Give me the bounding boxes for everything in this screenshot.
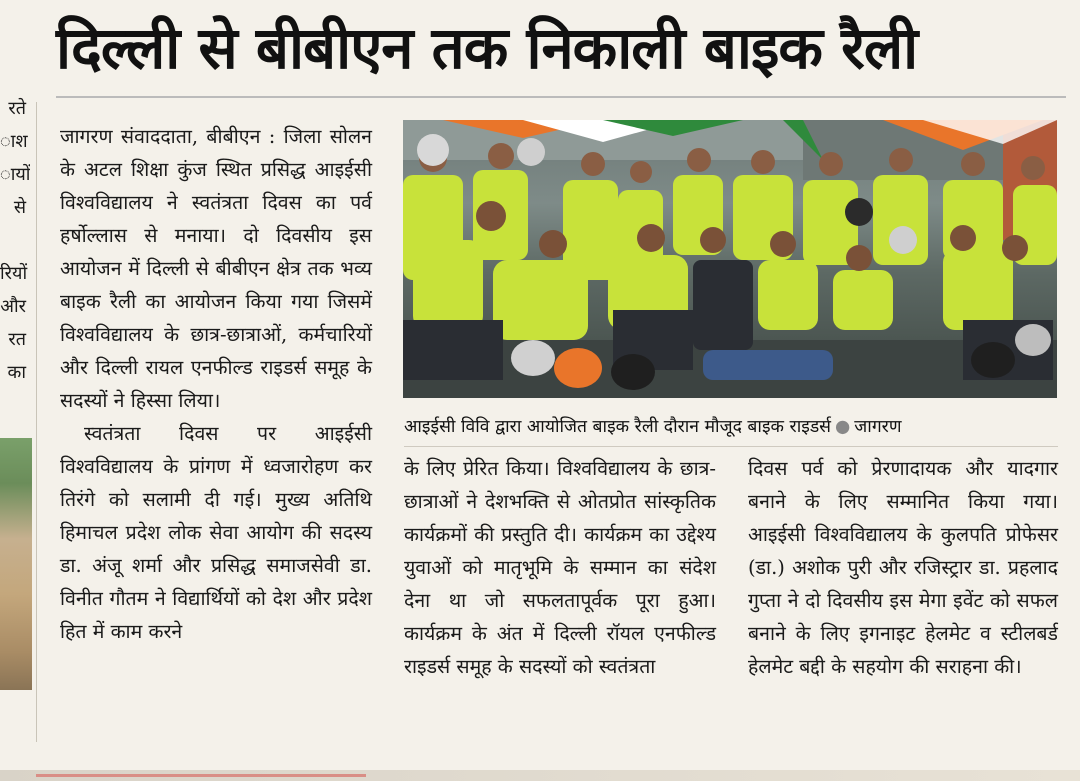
article-column-1: [60, 120, 372, 648]
paragraph: के लिए प्रेरित किया। विश्वविद्यालय के छात्र-छात्राओं ने देशभक्ति से ओतप्रोत सांस्कृतिक कार्यक्रमों की प्रस्तुति दी। कार्यक्रम का उद्देश्य युवाओं को मातृभूमि के सम्मान का संदेश देना था जो सफलतापूर्वक पूरा हुआ। कार्यक्रम के अंत में दिल्ली रॉयल एनफील्ड राइडर्स समूह के सदस्यों को स्वतंत्रता: [404, 457, 716, 678]
adjacent-article-fragment: [0, 92, 30, 389]
paragraph: जागरण संवाददाता, बीबीएन : जिला सोलन के अटल शिक्षा कुंज स्थित प्रसिद्ध आइईसी विश्वविद्यालय ने स्वतंत्रता दिवस का पर्व हर्षोल्लास से मनाया। दो दिवसीय इस आयोजन में दिल्ली से बीबीएन क्षेत्र तक भव्य बाइक रैली का आयोजन किया गया जिसमें विश्वविद्यालय के छात्र-छात्राओं, कर्मचारियों और दिल्ली रायल एनफील्ड राइडर्स समूह के सदस्यों ने हिस्सा लिया।: [60, 125, 372, 412]
article-column-2: [404, 452, 716, 683]
fragment-line: रते: [8, 98, 26, 119]
caption-text: आइईसी विवि द्वारा आयोजित बाइक रैली दौरान मौजूद बाइक राइडर्स: [404, 417, 832, 437]
fragment-line: ायों: [0, 164, 30, 185]
fragment-line: और: [0, 296, 26, 317]
paragraph: स्वतंत्रता दिवस पर आइईसी विश्वविद्यालय के प्रांगण में ध्वजारोहण कर तिरंगे को सलामी दी गई। मुख्य अतिथि हिमाचल प्रदेश लोक सेवा आयोग की सदस्य डा. अंजू शर्मा और प्रसिद्ध समाजसेवी डा. विनीत गौतम ने विद्यार्थियों को देश और प्रदेश हित में काम करने: [60, 422, 372, 643]
adjacent-photo-fragment: [0, 438, 32, 690]
bike-rally-photo: [403, 120, 1057, 398]
fragment-line: [0, 224, 30, 257]
column-divider: [36, 102, 37, 742]
caption-credit: जागरण: [854, 417, 902, 437]
fragment-line: का: [7, 362, 26, 383]
headline-rule: [56, 96, 1066, 98]
headline: दिल्ली से बीबीएन तक निकाली बाइक रैली: [56, 14, 918, 82]
fragment-line: से: [13, 197, 26, 218]
bullet-icon: ●: [835, 417, 851, 437]
caption-rule: [404, 446, 1058, 447]
fragment-line: रियों: [0, 263, 28, 284]
photo-caption: [404, 412, 1064, 442]
fragment-line: ाश: [0, 131, 28, 152]
bottom-accent-rule: [36, 774, 366, 777]
paragraph: दिवस पर्व को प्रेरणादायक और यादगार बनाने के लिए सम्मानित किया गया। आइईसी विश्वविद्यालय के कुलपति प्रोफेसर (डा.) अशोक पुरी और रजिस्ट्रार डा. प्रहलाद गुप्ता ने दो दिवसीय इस मेगा इवेंट को सफल बनाने के लिए इगनाइट हेलमेट व स्टीलबर्ड हेलमेट बद्दी के सहयोग की सराहना की।: [748, 457, 1058, 678]
article-column-3: [748, 452, 1058, 683]
fragment-line: रत: [8, 329, 26, 350]
